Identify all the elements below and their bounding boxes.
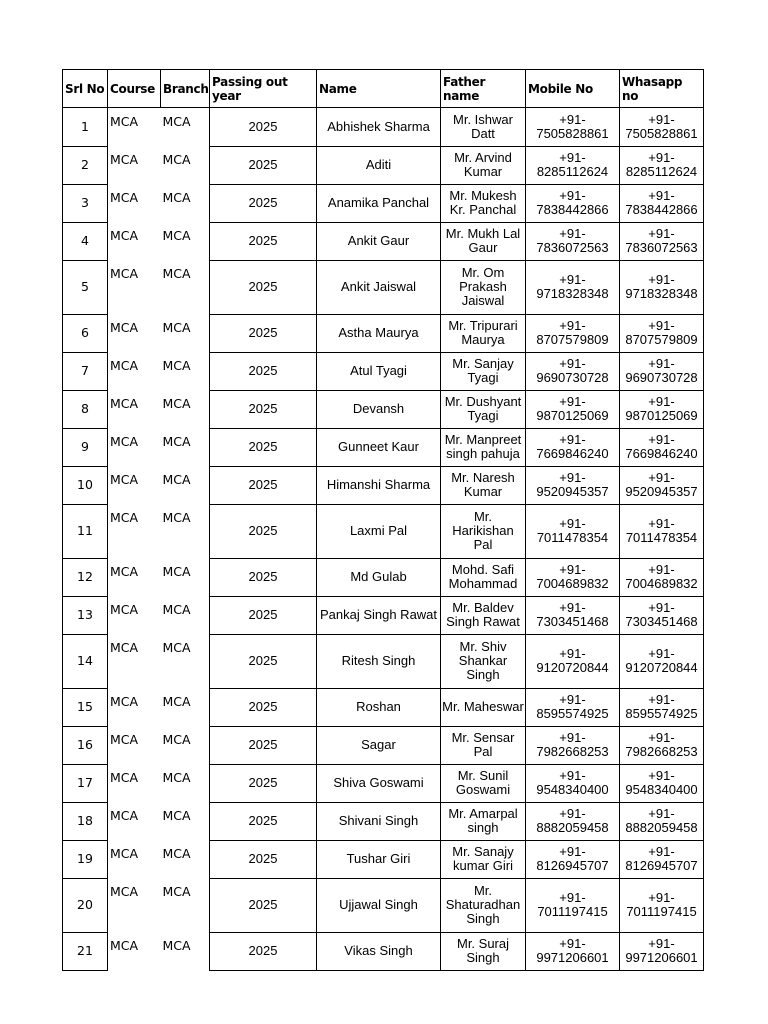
name-cell: Aditi [317, 146, 441, 184]
father-name-cell: Mr. Dushyant Tyagi [441, 390, 526, 428]
mobile-cell: +91-7004689832 [526, 558, 620, 596]
srl-cell: 6 [63, 314, 108, 352]
branch-cell: MCA [161, 466, 210, 504]
name-cell: Himanshi Sharma [317, 466, 441, 504]
name-cell: Astha Maurya [317, 314, 441, 352]
branch-cell: MCA [161, 504, 210, 558]
branch-cell: MCA [161, 184, 210, 222]
branch-cell: MCA [161, 802, 210, 840]
mobile-cell: +91-8285112624 [526, 146, 620, 184]
mobile-cell: +91-7836072563 [526, 222, 620, 260]
table-row [63, 878, 704, 932]
whatsapp-cell: +91-8595574925 [620, 688, 704, 726]
srl-cell: 5 [63, 260, 108, 314]
whatsapp-cell: +91-7303451468 [620, 596, 704, 634]
course-cell: MCA [108, 466, 161, 504]
table-row [63, 352, 704, 390]
year-cell: 2025 [210, 932, 317, 970]
header-father-name: Father name [441, 70, 526, 108]
branch-cell: MCA [161, 596, 210, 634]
course-cell: MCA [108, 146, 161, 184]
srl-cell: 19 [63, 840, 108, 878]
srl-cell: 12 [63, 558, 108, 596]
whatsapp-cell: +91-8126945707 [620, 840, 704, 878]
year-cell: 2025 [210, 688, 317, 726]
branch-cell: MCA [161, 726, 210, 764]
name-cell: Ritesh Singh [317, 634, 441, 688]
mobile-cell: +91-9520945357 [526, 466, 620, 504]
mobile-cell: +91-9870125069 [526, 390, 620, 428]
table-row [63, 260, 704, 314]
year-cell: 2025 [210, 222, 317, 260]
branch-cell: MCA [161, 314, 210, 352]
year-cell: 2025 [210, 390, 317, 428]
mobile-cell: +91-7303451468 [526, 596, 620, 634]
header-branch: Branch [161, 70, 210, 108]
mobile-cell: +91-8882059458 [526, 802, 620, 840]
header-passing-out-year: Passing out year [210, 70, 317, 108]
table-row [63, 596, 704, 634]
year-cell: 2025 [210, 108, 317, 147]
course-cell: MCA [108, 634, 161, 688]
name-cell: Laxmi Pal [317, 504, 441, 558]
year-cell: 2025 [210, 466, 317, 504]
table-row [63, 764, 704, 802]
table-row [63, 314, 704, 352]
course-cell: MCA [108, 184, 161, 222]
branch-cell: MCA [161, 390, 210, 428]
year-cell: 2025 [210, 764, 317, 802]
table-row [63, 146, 704, 184]
mobile-cell: +91-9971206601 [526, 932, 620, 970]
course-cell: MCA [108, 108, 161, 147]
year-cell: 2025 [210, 878, 317, 932]
header-row [63, 70, 704, 108]
table-row [63, 726, 704, 764]
srl-cell: 18 [63, 802, 108, 840]
year-cell: 2025 [210, 840, 317, 878]
srl-cell: 14 [63, 634, 108, 688]
branch-cell: MCA [161, 428, 210, 466]
whatsapp-cell: +91-7836072563 [620, 222, 704, 260]
father-name-cell: Mr. Maheswar [441, 688, 526, 726]
srl-cell: 8 [63, 390, 108, 428]
name-cell: Shiva Goswami [317, 764, 441, 802]
whatsapp-cell: +91-7004689832 [620, 558, 704, 596]
name-cell: Atul Tyagi [317, 352, 441, 390]
course-cell: MCA [108, 352, 161, 390]
srl-cell: 3 [63, 184, 108, 222]
branch-cell: MCA [161, 222, 210, 260]
mobile-cell: +91-7838442866 [526, 184, 620, 222]
mobile-cell: +91-8595574925 [526, 688, 620, 726]
header-course: Course [108, 70, 161, 108]
course-cell: MCA [108, 260, 161, 314]
branch-cell: MCA [161, 558, 210, 596]
name-cell: Sagar [317, 726, 441, 764]
course-cell: MCA [108, 764, 161, 802]
name-cell: Ujjawal Singh [317, 878, 441, 932]
table-row [63, 390, 704, 428]
srl-cell: 2 [63, 146, 108, 184]
course-cell: MCA [108, 314, 161, 352]
table-row [63, 428, 704, 466]
table-row [63, 504, 704, 558]
whatsapp-cell: +91-7982668253 [620, 726, 704, 764]
table-row [63, 184, 704, 222]
father-name-cell: Mr. Tripurari Maurya [441, 314, 526, 352]
course-cell: MCA [108, 802, 161, 840]
whatsapp-cell: +91-9690730728 [620, 352, 704, 390]
father-name-cell: Mr. Naresh Kumar [441, 466, 526, 504]
whatsapp-cell: +91-7669846240 [620, 428, 704, 466]
father-name-cell: Mr. Sanajy kumar Giri [441, 840, 526, 878]
table-row [63, 688, 704, 726]
father-name-cell: Mr. Baldev Singh Rawat [441, 596, 526, 634]
course-cell: MCA [108, 932, 161, 970]
father-name-cell: Mr. Mukesh Kr. Panchal [441, 184, 526, 222]
table-row [63, 932, 704, 970]
father-name-cell: Mohd. Safi Mohammad [441, 558, 526, 596]
branch-cell: MCA [161, 764, 210, 802]
year-cell: 2025 [210, 428, 317, 466]
srl-cell: 21 [63, 932, 108, 970]
header-mobile-no: Mobile No [526, 70, 620, 108]
course-cell: MCA [108, 504, 161, 558]
father-name-cell: Mr. Sensar Pal [441, 726, 526, 764]
year-cell: 2025 [210, 504, 317, 558]
name-cell: Roshan [317, 688, 441, 726]
father-name-cell: Mr. Amarpal singh [441, 802, 526, 840]
mobile-cell: +91-9690730728 [526, 352, 620, 390]
whatsapp-cell: +91-8707579809 [620, 314, 704, 352]
branch-cell: MCA [161, 878, 210, 932]
srl-cell: 20 [63, 878, 108, 932]
name-cell: Anamika Panchal [317, 184, 441, 222]
table-row [63, 634, 704, 688]
name-cell: Ankit Jaiswal [317, 260, 441, 314]
father-name-cell: Mr. Arvind Kumar [441, 146, 526, 184]
whatsapp-cell: +91-7505828861 [620, 108, 704, 147]
year-cell: 2025 [210, 802, 317, 840]
course-cell: MCA [108, 726, 161, 764]
year-cell: 2025 [210, 634, 317, 688]
whatsapp-cell: +91-8285112624 [620, 146, 704, 184]
father-name-cell: Mr. Mukh Lal Gaur [441, 222, 526, 260]
whatsapp-cell: +91-7011478354 [620, 504, 704, 558]
father-name-cell: Mr. Suraj Singh [441, 932, 526, 970]
name-cell: Abhishek Sharma [317, 108, 441, 147]
whatsapp-cell: +91-8882059458 [620, 802, 704, 840]
mobile-cell: +91-7011197415 [526, 878, 620, 932]
header-name: Name [317, 70, 441, 108]
course-cell: MCA [108, 558, 161, 596]
table-row [63, 108, 704, 147]
father-name-cell: Mr. Sunil Goswami [441, 764, 526, 802]
course-cell: MCA [108, 428, 161, 466]
srl-cell: 9 [63, 428, 108, 466]
whatsapp-cell: +91-9870125069 [620, 390, 704, 428]
branch-cell: MCA [161, 634, 210, 688]
mobile-cell: +91-7505828861 [526, 108, 620, 147]
year-cell: 2025 [210, 558, 317, 596]
branch-cell: MCA [161, 352, 210, 390]
whatsapp-cell: +91-7838442866 [620, 184, 704, 222]
table-row [63, 558, 704, 596]
student-table [62, 69, 704, 971]
srl-cell: 1 [63, 108, 108, 147]
table-body [63, 108, 704, 971]
name-cell: Shivani Singh [317, 802, 441, 840]
whatsapp-cell: +91-9971206601 [620, 932, 704, 970]
name-cell: Tushar Giri [317, 840, 441, 878]
table-row [63, 222, 704, 260]
mobile-cell: +91-9120720844 [526, 634, 620, 688]
father-name-cell: Mr. Shiv Shankar Singh [441, 634, 526, 688]
course-cell: MCA [108, 688, 161, 726]
whatsapp-cell: +91-7011197415 [620, 878, 704, 932]
header-srl-no: Srl No [63, 70, 108, 108]
srl-cell: 13 [63, 596, 108, 634]
branch-cell: MCA [161, 688, 210, 726]
srl-cell: 10 [63, 466, 108, 504]
srl-cell: 11 [63, 504, 108, 558]
whatsapp-cell: +91-9520945357 [620, 466, 704, 504]
branch-cell: MCA [161, 108, 210, 147]
branch-cell: MCA [161, 840, 210, 878]
father-name-cell: Mr. Manpreet singh pahuja [441, 428, 526, 466]
mobile-cell: +91-7982668253 [526, 726, 620, 764]
year-cell: 2025 [210, 596, 317, 634]
srl-cell: 4 [63, 222, 108, 260]
father-name-cell: Mr. Shaturadhan Singh [441, 878, 526, 932]
srl-cell: 17 [63, 764, 108, 802]
name-cell: Devansh [317, 390, 441, 428]
father-name-cell: Mr. Sanjay Tyagi [441, 352, 526, 390]
whatsapp-cell: +91-9120720844 [620, 634, 704, 688]
year-cell: 2025 [210, 184, 317, 222]
srl-cell: 16 [63, 726, 108, 764]
whatsapp-cell: +91-9718328348 [620, 260, 704, 314]
name-cell: Pankaj Singh Rawat [317, 596, 441, 634]
branch-cell: MCA [161, 260, 210, 314]
mobile-cell: +91-8707579809 [526, 314, 620, 352]
name-cell: Ankit Gaur [317, 222, 441, 260]
year-cell: 2025 [210, 726, 317, 764]
name-cell: Md Gulab [317, 558, 441, 596]
branch-cell: MCA [161, 932, 210, 970]
branch-cell: MCA [161, 146, 210, 184]
mobile-cell: +91-7011478354 [526, 504, 620, 558]
father-name-cell: Mr. Ishwar Datt [441, 108, 526, 147]
mobile-cell: +91-7669846240 [526, 428, 620, 466]
srl-cell: 7 [63, 352, 108, 390]
course-cell: MCA [108, 840, 161, 878]
year-cell: 2025 [210, 352, 317, 390]
srl-cell: 15 [63, 688, 108, 726]
course-cell: MCA [108, 596, 161, 634]
table-row [63, 840, 704, 878]
name-cell: Vikas Singh [317, 932, 441, 970]
name-cell: Gunneet Kaur [317, 428, 441, 466]
course-cell: MCA [108, 222, 161, 260]
year-cell: 2025 [210, 146, 317, 184]
year-cell: 2025 [210, 314, 317, 352]
mobile-cell: +91-9718328348 [526, 260, 620, 314]
table-row [63, 466, 704, 504]
mobile-cell: +91-9548340400 [526, 764, 620, 802]
table-row [63, 802, 704, 840]
father-name-cell: Mr. Harikishan Pal [441, 504, 526, 558]
mobile-cell: +91-8126945707 [526, 840, 620, 878]
course-cell: MCA [108, 390, 161, 428]
year-cell: 2025 [210, 260, 317, 314]
course-cell: MCA [108, 878, 161, 932]
father-name-cell: Mr. Om Prakash Jaiswal [441, 260, 526, 314]
whatsapp-cell: +91-9548340400 [620, 764, 704, 802]
header-whatsapp-no: Whasapp no [620, 70, 704, 108]
